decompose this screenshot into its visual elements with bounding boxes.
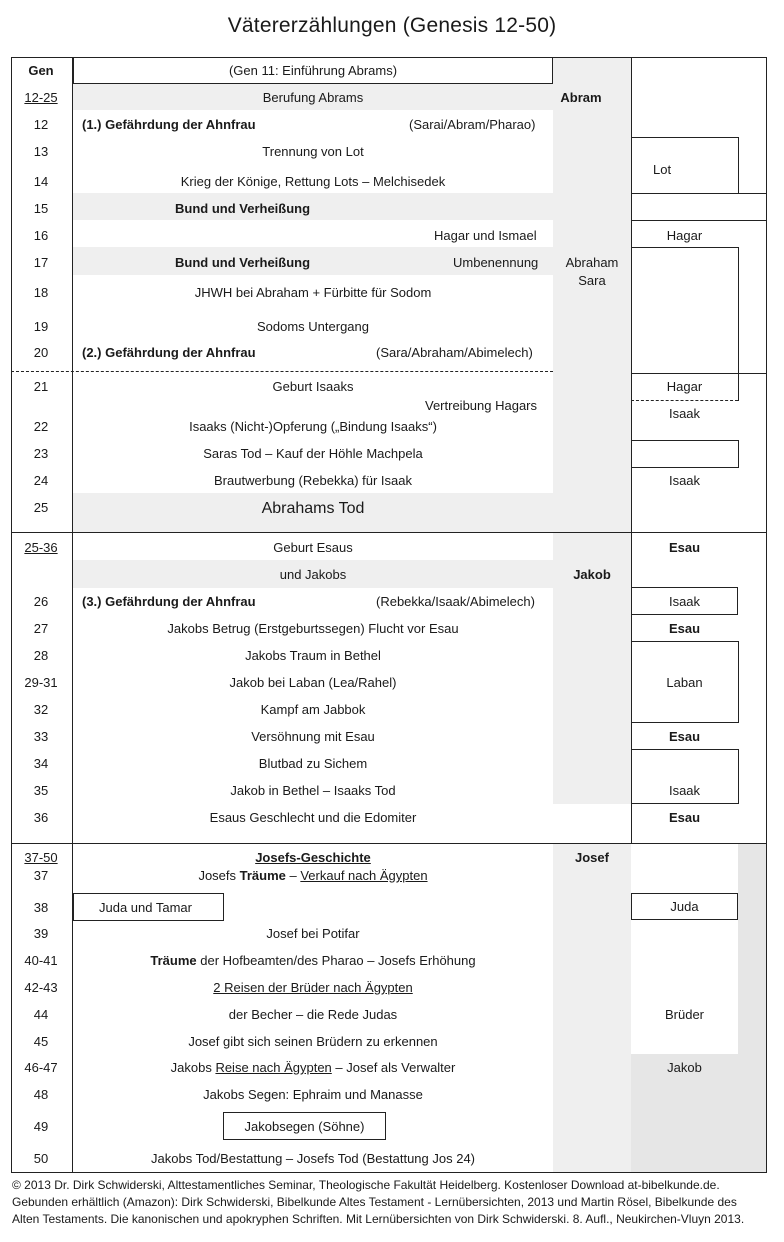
gen-header: Gen bbox=[28, 63, 54, 78]
episode-text: Josefs-Geschichte bbox=[255, 850, 371, 865]
chapter-number: 38 bbox=[33, 900, 49, 915]
side-label: Brüder bbox=[664, 1007, 705, 1022]
episode-text: Blutbad zu Sichem bbox=[258, 756, 368, 771]
chapter-number: 19 bbox=[33, 319, 49, 334]
text-part: der Hofbeamten/des Pharao – Josefs Erhöhung bbox=[196, 953, 476, 968]
chapter-number: 44 bbox=[33, 1007, 49, 1022]
side-label: Jakob bbox=[667, 1060, 702, 1075]
episode-note: (Rebekka/Isaak/Abimelech) bbox=[376, 594, 535, 609]
side-label: Hagar bbox=[666, 228, 703, 243]
footer-line: Gebunden erhältlich (Amazon): Dirk Schwiderski, Bibelkunde Altes Testament - Lernübersichten, 2013 und Martin Rösel, Bibelkunde des bbox=[12, 1195, 737, 1209]
episode-text bbox=[73, 953, 553, 968]
dashed-divider bbox=[11, 371, 553, 372]
episode-text: Sodoms Untergang bbox=[256, 319, 369, 334]
chapter-number: 20 bbox=[33, 345, 49, 360]
chapter-number: 46-47 bbox=[24, 1060, 58, 1075]
episode-text: Geburt Isaaks bbox=[272, 379, 354, 394]
episode-note: Vertreibung Hagars bbox=[425, 398, 538, 413]
chapter-number: 23 bbox=[33, 446, 49, 461]
episode-text: Jakobs Tod/Bestattung – Josefs Tod (Bestattung Jos 24) bbox=[151, 1151, 475, 1166]
episode-text: Saras Tod – Kauf der Höhle Machpela bbox=[203, 446, 423, 461]
episode-text: Jakobs Segen: Ephraim und Manasse bbox=[203, 1087, 423, 1102]
person-abraham: Abraham bbox=[565, 255, 619, 270]
side-label: Isaak bbox=[668, 783, 701, 798]
episode-text: Brautwerbung (Rebekka) für Isaak bbox=[214, 473, 412, 488]
episode-text: Josef gibt sich seinen Brüdern zu erkennen bbox=[188, 1034, 438, 1049]
chapter-number: 37-50 bbox=[24, 850, 58, 865]
episode-note: (Sarai/Abram/Pharao) bbox=[409, 117, 536, 132]
side-box-juda: Juda bbox=[631, 893, 738, 920]
chapter-number: 27 bbox=[33, 621, 49, 636]
side-box bbox=[631, 247, 739, 374]
chapter-number: 36 bbox=[33, 810, 49, 825]
episode-box: Juda und Tamar bbox=[73, 893, 224, 921]
side-box-lot bbox=[631, 137, 739, 194]
chapter-number: 33 bbox=[33, 729, 49, 744]
episode-text bbox=[73, 868, 553, 883]
episode-text: (1.) Gefährdung der Ahnfrau bbox=[82, 117, 256, 132]
footer bbox=[12, 1177, 777, 1228]
chapter-number: 40-41 bbox=[24, 953, 58, 968]
side-label: Lot bbox=[653, 162, 672, 177]
chapter-number: 14 bbox=[33, 174, 49, 189]
chapter-number: 18 bbox=[33, 285, 49, 300]
episode-text: JHWH bei Abraham + Fürbitte für Sodom bbox=[194, 285, 432, 300]
footer-line: Alten Testaments. Die kanonischen und apokryphen Schriften. Mit Lernübersichten von Dirk Schwiderski. 8. Aufl., Neukirchen-Vluyn 2013. bbox=[12, 1212, 745, 1226]
chapter-number: 25 bbox=[33, 500, 49, 515]
chapter-number: 15 bbox=[33, 201, 49, 216]
chapter-number: 12 bbox=[33, 117, 49, 132]
chapter-number: 50 bbox=[33, 1151, 49, 1166]
side-label: Esau bbox=[668, 810, 701, 825]
chapter-number: 35 bbox=[33, 783, 49, 798]
side-box-edge bbox=[738, 373, 739, 401]
side-label: Esau bbox=[668, 540, 701, 555]
episode-text: Jakobs Traum in Bethel bbox=[245, 648, 381, 663]
text-part: Reise nach Ägypten bbox=[215, 1060, 332, 1075]
chapter-number: 12-25 bbox=[24, 90, 58, 105]
chapter-number: 49 bbox=[33, 1119, 49, 1134]
text-part: Verkauf nach Ägypten bbox=[300, 868, 428, 883]
side-label: Laban bbox=[666, 675, 703, 690]
episode-text: Hagar und Ismael bbox=[434, 228, 537, 243]
chapter-number: 26 bbox=[33, 594, 49, 609]
side-label: Isaak bbox=[668, 406, 701, 421]
side-label: Esau bbox=[668, 621, 701, 636]
episode-note: (Sara/Abraham/Abimelech) bbox=[376, 345, 533, 360]
episode-note: Umbenennung bbox=[453, 255, 539, 270]
text-part: Josefs bbox=[198, 868, 240, 883]
side-divider bbox=[631, 220, 767, 221]
episode-text: und Jakobs bbox=[279, 567, 347, 582]
episode-text: (3.) Gefährdung der Ahnfrau bbox=[82, 594, 256, 609]
page-title: Vätererzählungen (Genesis 12-50) bbox=[227, 14, 557, 37]
chapter-number: 16 bbox=[33, 228, 49, 243]
chapter-number: 48 bbox=[33, 1087, 49, 1102]
chapter-number: 24 bbox=[33, 473, 49, 488]
footer-line: © 2013 Dr. Dirk Schwiderski, Alttestamentliches Seminar, Theologische Fakultät Heidelberg. Kostenloser Download at-bibelkunde.de. bbox=[12, 1178, 720, 1192]
chapter-number: 29-31 bbox=[24, 675, 58, 690]
chapter-number: 37 bbox=[33, 868, 49, 883]
chapter-number: 17 bbox=[33, 255, 49, 270]
episode-text: der Becher – die Rede Judas bbox=[228, 1007, 398, 1022]
text-part: Träume bbox=[150, 953, 197, 968]
chapter-number: 25-36 bbox=[24, 540, 58, 555]
episode-text: Josef bei Potifar bbox=[266, 926, 360, 941]
side-label: Esau bbox=[668, 729, 701, 744]
person-abram: Abram bbox=[560, 90, 602, 105]
text-part: Jakobs bbox=[170, 1060, 216, 1075]
dashed-divider bbox=[631, 400, 738, 401]
chapter-number: 32 bbox=[33, 702, 49, 717]
intro-box: (Gen 11: Einführung Abrams) bbox=[73, 57, 553, 84]
chapter-number: 13 bbox=[33, 144, 49, 159]
side-label: Hagar bbox=[666, 379, 703, 394]
episode-text: (2.) Gefährdung der Ahnfrau bbox=[82, 345, 256, 360]
side-box bbox=[631, 440, 739, 468]
episode-text: Jakobs Betrug (Erstgeburtssegen) Flucht vor Esau bbox=[167, 621, 459, 636]
episode-text: Jakob in Bethel – Isaaks Tod bbox=[230, 783, 396, 798]
section-divider bbox=[11, 843, 767, 844]
episode-text: Bund und Verheißung bbox=[175, 201, 311, 216]
column-divider bbox=[72, 57, 73, 1173]
episode-text: Jakob bei Laban (Lea/Rahel) bbox=[229, 675, 397, 690]
episode-text: Geburt Esaus bbox=[273, 540, 353, 555]
episode-text bbox=[73, 1060, 553, 1075]
chapter-number: 21 bbox=[33, 379, 49, 394]
episode-text: Berufung Abrams bbox=[262, 90, 364, 105]
table-frame bbox=[11, 57, 767, 1173]
person-jakob: Jakob bbox=[573, 567, 611, 582]
chapter-number: 39 bbox=[33, 926, 49, 941]
text-part: – bbox=[285, 868, 301, 883]
side-box-isaak: Isaak bbox=[631, 587, 738, 615]
chapter-number: 42-43 bbox=[24, 980, 58, 995]
side-label: Isaak bbox=[668, 473, 701, 488]
person-sara: Sara bbox=[578, 273, 606, 288]
episode-text: Kampf am Jabbok bbox=[260, 702, 366, 717]
chapter-number: 45 bbox=[33, 1034, 49, 1049]
episode-box: Jakobsegen (Söhne) bbox=[223, 1112, 386, 1140]
episode-text: Versöhnung mit Esau bbox=[251, 729, 375, 744]
chapter-number: 34 bbox=[33, 756, 49, 771]
episode-text: 2 Reisen der Brüder nach Ägypten bbox=[213, 980, 413, 995]
episode-text: Trennung von Lot bbox=[262, 144, 364, 159]
episode-text: Bund und Verheißung bbox=[175, 255, 311, 270]
episode-text: Krieg der Könige, Rettung Lots – Melchisedek bbox=[180, 174, 446, 189]
episode-text: Isaaks (Nicht-)Opferung („Bindung Isaaks“) bbox=[189, 419, 437, 434]
chapter-number: 28 bbox=[33, 648, 49, 663]
section-divider bbox=[11, 532, 767, 533]
chapter-number: 22 bbox=[33, 419, 49, 434]
episode-text: Esaus Geschlecht und die Edomiter bbox=[209, 810, 417, 825]
episode-text: Abrahams Tod bbox=[261, 500, 365, 517]
text-part: – Josef als Verwalter bbox=[331, 1060, 456, 1075]
text-part: Träume bbox=[239, 868, 286, 883]
person-josef: Josef bbox=[575, 850, 609, 865]
